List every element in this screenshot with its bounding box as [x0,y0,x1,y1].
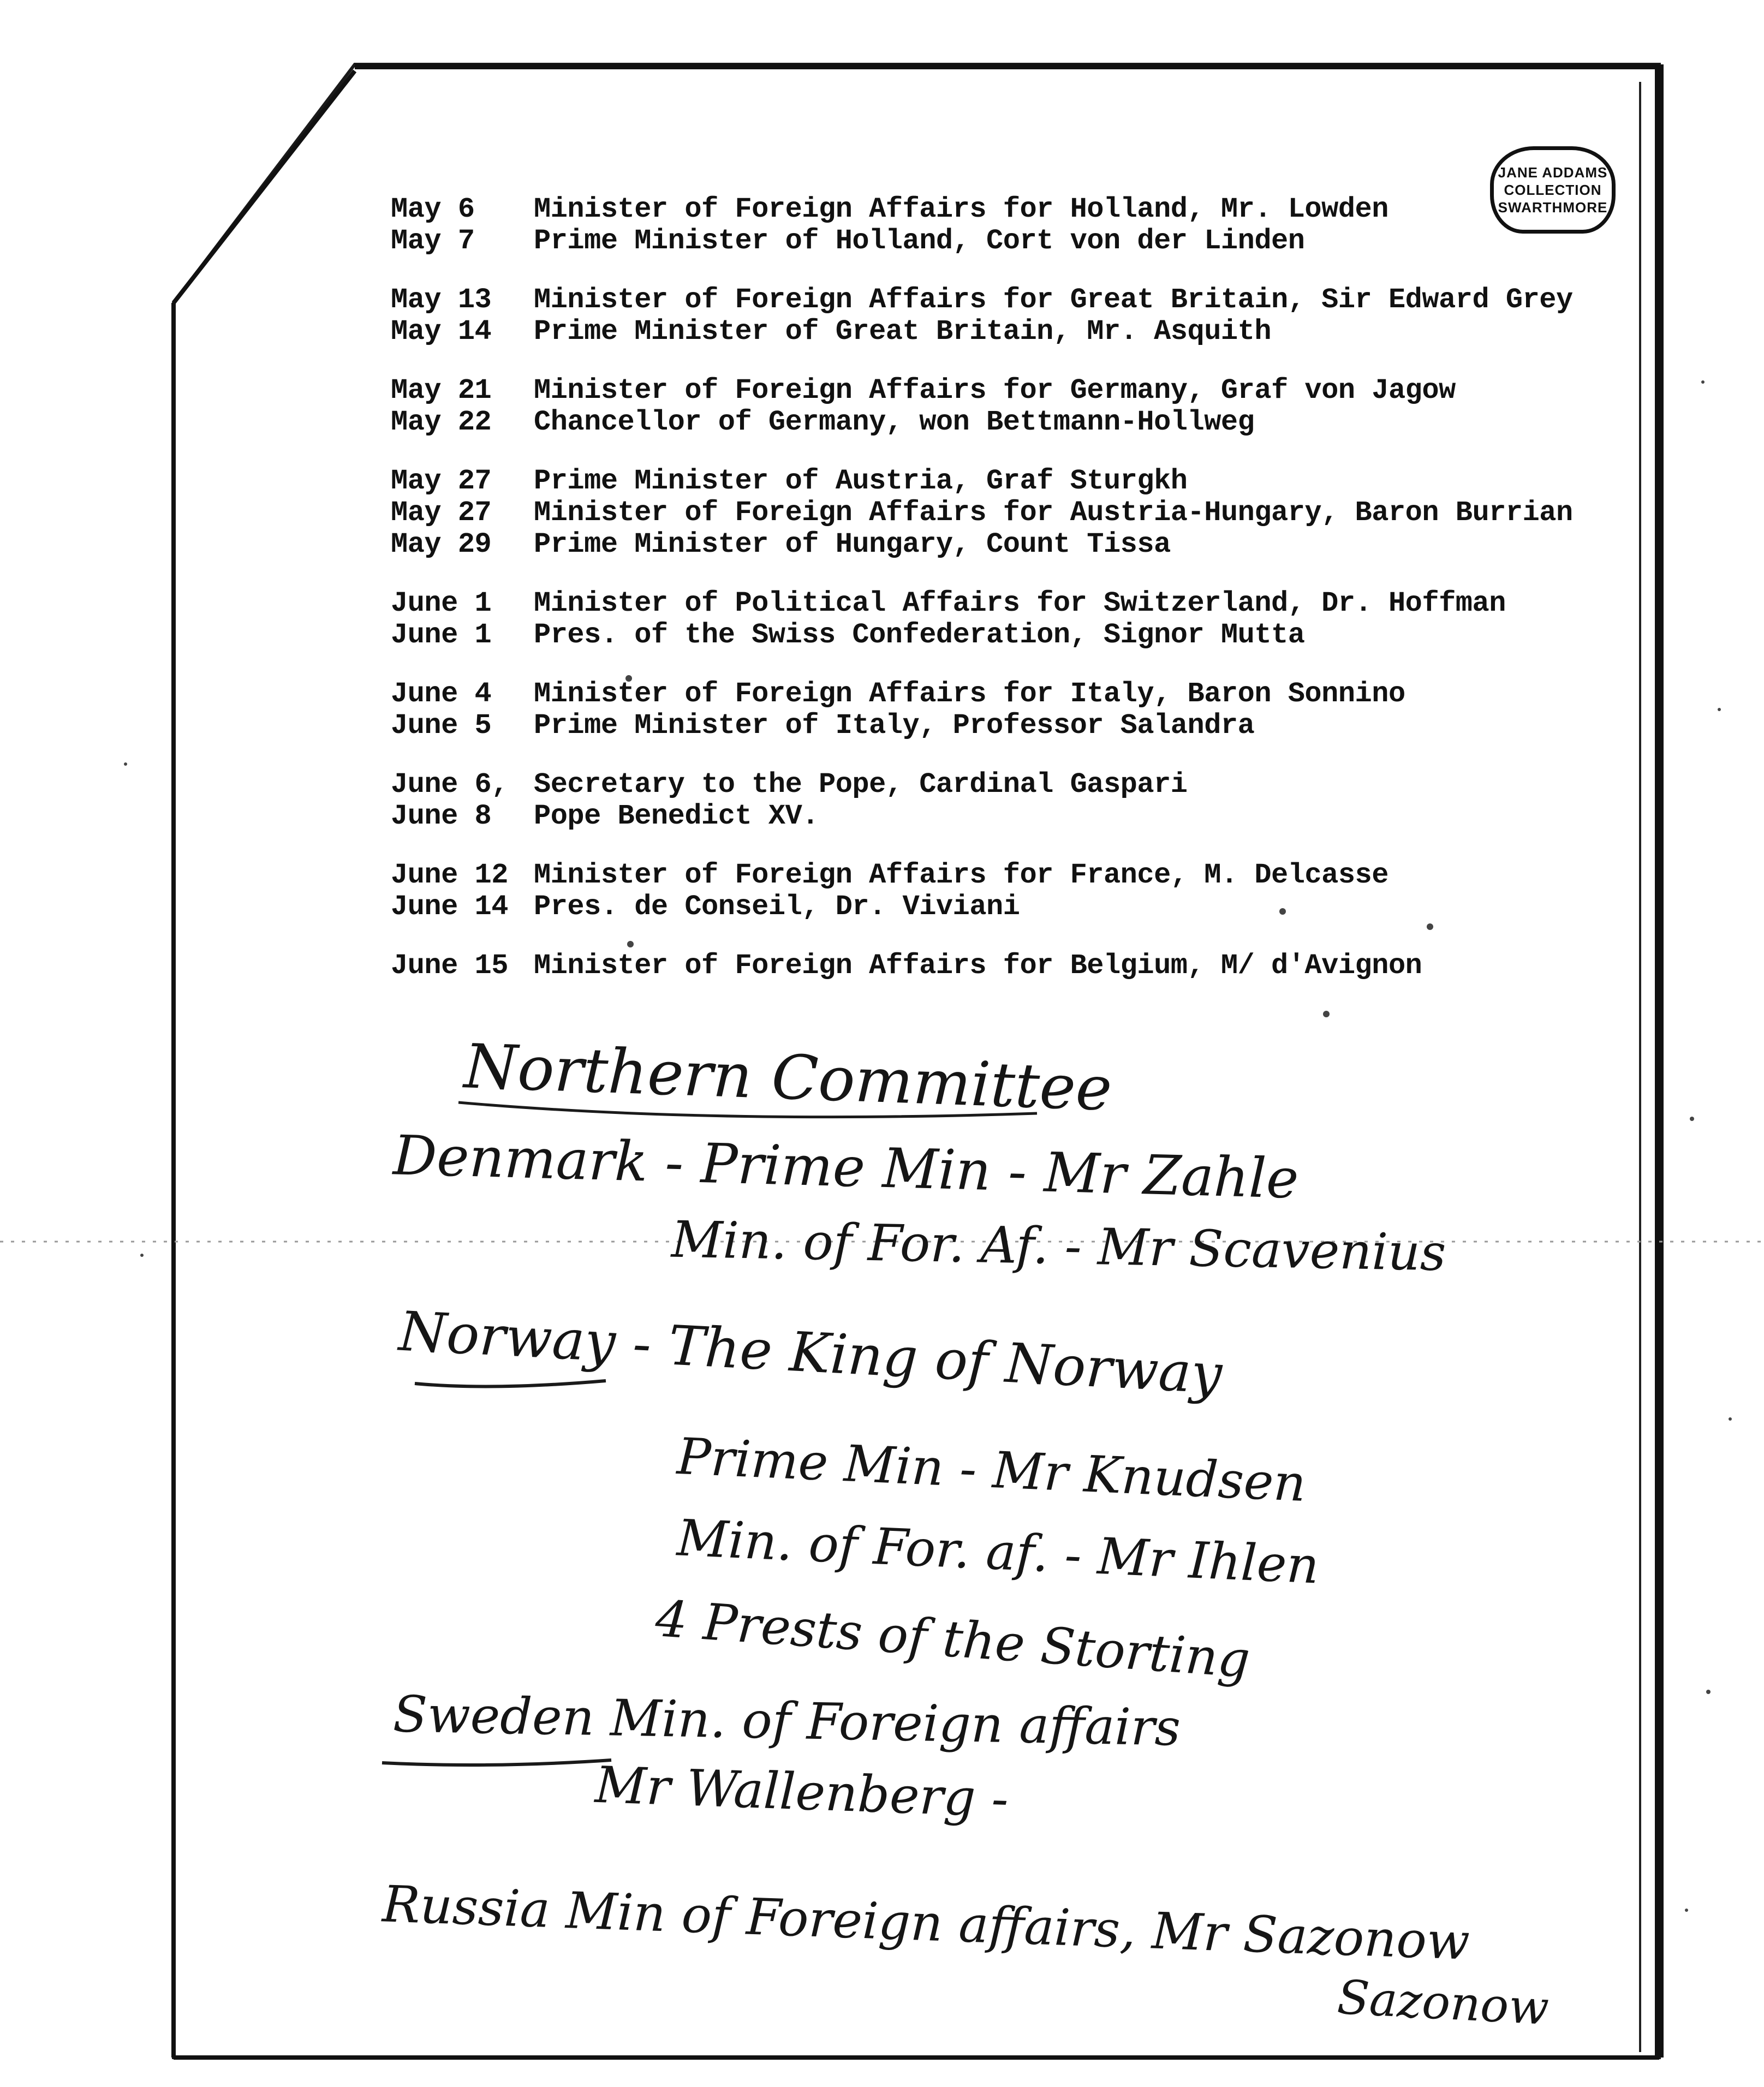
entry-date: June 1 [391,619,492,651]
entry-text: Minister of Foreign Affairs for Italy, Baron Sonnino [534,678,1405,710]
entry-group-austria-hungary [391,466,1679,560]
handwritten-line: Norway - The King of Norway [397,1299,1224,1406]
entry-date: May 7 [391,225,475,257]
entry-row [391,529,1679,560]
entry-date: May 27 [391,465,492,497]
entry-date: June 6, [391,768,508,801]
handwritten-line: Mr Wallenberg - [594,1755,1010,1829]
handwritten-line: Denmark - Prime Min - Mr Zahle [392,1123,1300,1211]
handwritten-line: Min. of For. af. - Mr Ihlen [676,1508,1320,1595]
stamp-line: JANE ADDAMS [1498,164,1608,181]
entry-text: Prime Minister of Holland, Cort von der Linden [534,225,1305,257]
entry-row [391,860,1679,891]
entry-text: Prime Minister of Italy, Professor Salandra [534,709,1255,742]
entry-text: Minister of Political Affairs for Switzerland, Dr. Hoffman [534,587,1506,619]
handwritten-line: Russia Min of Foreign affairs, Mr Sazonow [381,1875,1471,1971]
entry-text: Pope Benedict XV. [534,800,819,832]
entry-group-great-britain [391,284,1679,348]
entry-group-france [391,860,1679,923]
entry-text: Secretary to the Pope, Cardinal Gaspari [534,768,1188,801]
entry-date: June 1 [391,587,492,619]
entry-group-belgium [391,950,1679,982]
handwritten-heading: Northern Committee [463,1031,1113,1125]
stamp-line: COLLECTION [1504,182,1602,198]
entry-row [391,891,1679,923]
entry-row [391,678,1679,710]
entry-date: May 27 [391,497,492,529]
entry-group-germany [391,375,1679,438]
stamp-line: SWARTHMORE [1498,199,1608,216]
entry-date: May 21 [391,374,492,407]
entry-text: Chancellor of Germany, won Bettmann-Hollweg [534,406,1255,438]
handwritten-line: Sweden Min. of Foreign affairs [392,1685,1181,1757]
entry-text: Minister of Foreign Affairs for Belgium, M/ d'Avignon [534,950,1422,982]
entry-text: Minister of Foreign Affairs for Great Britain, Sir Edward Grey [534,284,1573,316]
entry-row [391,284,1679,316]
entry-row [391,375,1679,407]
entry-date: May 13 [391,284,492,316]
entry-row [391,769,1679,801]
entry-text: Minister of Foreign Affairs for Holland, Mr. Lowden [534,193,1388,225]
entry-row [391,801,1679,832]
appointment-list [391,194,1679,1009]
entry-date: June 5 [391,709,492,742]
entry-row [391,407,1679,438]
entry-text: Minister of Foreign Affairs for France, M. Delcasse [534,859,1388,891]
handwritten-line: Sazonow [1336,1970,1551,2036]
entry-text: Prime Minister of Hungary, Count Tissa [534,528,1171,560]
handwritten-line: Prime Min - Mr Knudsen [676,1427,1307,1513]
entry-date: June 15 [391,950,508,982]
entry-group-italy [391,678,1679,742]
entry-date: May 29 [391,528,492,560]
entry-text: Pres. of the Swiss Confederation, Signor Mutta [534,619,1305,651]
entry-row [391,710,1679,742]
entry-date: June 12 [391,859,508,891]
entry-row [391,225,1679,257]
handwritten-line: Min. of For. Af. - Mr Scavenius [671,1210,1447,1283]
entry-date: June 4 [391,678,492,710]
entry-date: May 14 [391,315,492,348]
entry-row [391,194,1679,225]
entry-text: Pres. de Conseil, Dr. Viviani [534,891,1020,923]
entry-row [391,950,1679,982]
entry-date: June 8 [391,800,492,832]
entry-text: Prime Minister of Great Britain, Mr. Asquith [534,315,1272,348]
entry-text: Minister of Foreign Affairs for Austria-Hungary, Baron Burrian [534,497,1573,529]
entry-row [391,466,1679,497]
entry-row [391,497,1679,529]
entry-row [391,588,1679,619]
entry-row [391,619,1679,651]
entry-group-vatican [391,769,1679,832]
entry-group-holland [391,194,1679,257]
entry-date: May 6 [391,193,475,225]
entry-group-switzerland [391,588,1679,651]
entry-text: Minister of Foreign Affairs for Germany, Graf von Jagow [534,374,1456,407]
handwritten-line: 4 Prests of the Storting [653,1589,1252,1689]
entry-text: Prime Minister of Austria, Graf Sturgkh [534,465,1188,497]
entry-row [391,316,1679,348]
entry-date: June 14 [391,891,508,923]
entry-date: May 22 [391,406,492,438]
